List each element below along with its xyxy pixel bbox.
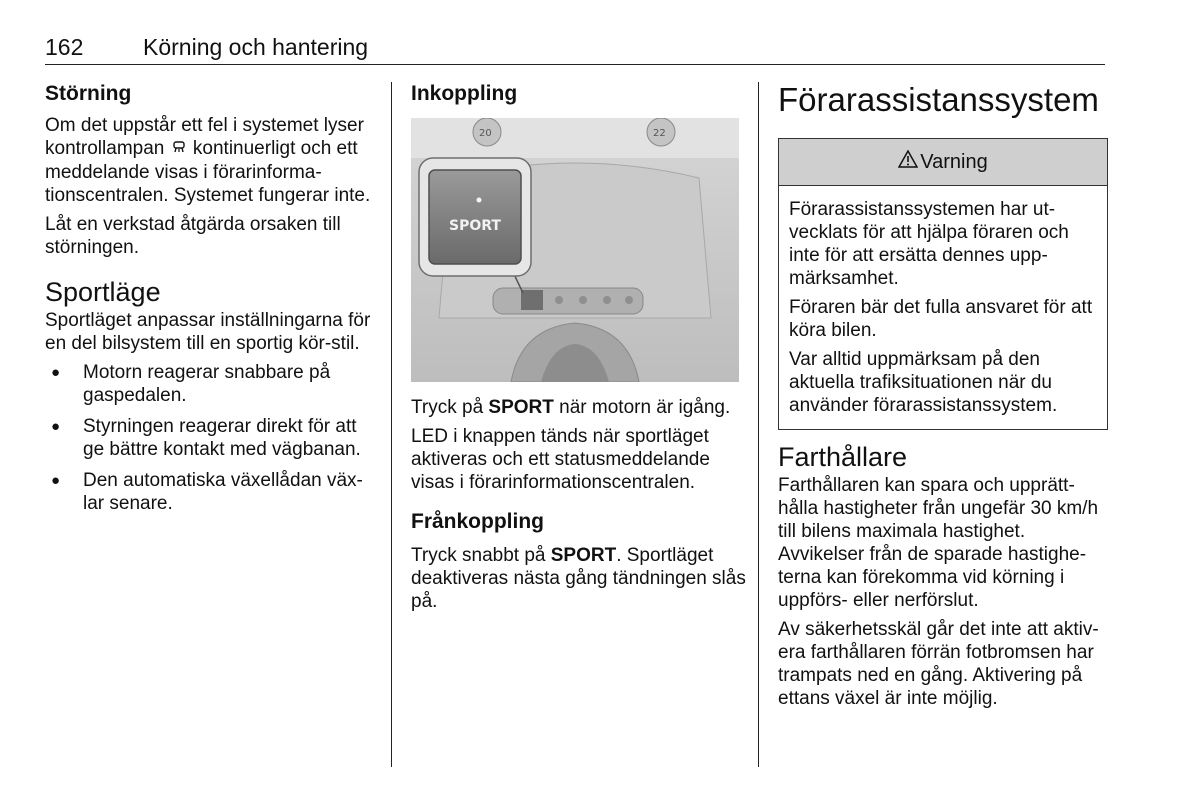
warning-title: Varning	[920, 150, 988, 173]
sport-keyword: SPORT	[488, 397, 554, 418]
column-divider-2	[758, 82, 759, 767]
fault-paragraph-2: Låt en verkstad åtgärda orsaken till störningen.	[45, 214, 341, 258]
column-right	[778, 80, 1108, 716]
warning-paragraph-3: Var alltid uppmärksam på den aktuella trafiksituationen när du använder förarassistanssystem.	[789, 349, 1058, 416]
sport-paragraph: Sportläget anpassar inställningarna för en del bilsystem till en sportig kör-stil.	[45, 310, 371, 354]
fault-heading: Störning	[45, 82, 132, 105]
cruise-heading: Farthållare	[778, 442, 908, 472]
cruise-paragraph-1: Farthållaren kan spara och upprätt-hålla hastigheter från ungefär 30 km/h till bilens maximala hastighet. Avvikelser från de sparade hastighe-terna kan förekomma vid körning i uppförs- eller nerförslut.	[778, 475, 1099, 611]
deactivation-text-post: . Sportläget deaktiveras nästa gång tändningen slås på.	[411, 545, 746, 612]
sport-button-label: SPORT	[449, 218, 501, 234]
warning-header	[779, 139, 1107, 186]
control-lamp-icon	[172, 138, 186, 161]
list-item: ● Den automatiska växellådan väx-lar senare.	[45, 469, 375, 515]
dial-left-label: 20	[479, 128, 492, 139]
activation-text-pre: Tryck på	[411, 397, 484, 418]
page-number: 162	[45, 34, 84, 60]
activation-paragraph-2: LED i knappen tänds när sportläget aktiveras och ett statusmeddelande visas i förarinformationscentralen.	[411, 426, 710, 493]
column-middle	[411, 80, 746, 619]
fault-text-pre: Om det uppstår ett fel i systemet lyser kontrollampan	[45, 115, 364, 159]
fault-paragraph-1	[45, 114, 375, 207]
fault-text-post: kontinuerligt och ett meddelande visas i förarinforma-tionscentralen. Systemet fungerar inte.	[45, 138, 371, 206]
deactivation-paragraph	[411, 544, 746, 613]
chapter-title: Körning och hantering	[143, 34, 369, 60]
section-heading: Förarassistanssystem	[778, 81, 1099, 118]
cruise-paragraph-2: Av säkerhetsskäl går det inte att aktiv-era farthållaren förrän fotbromsen har trampats ned en gång. Aktivering på ettans växel är inte möjlig.	[778, 619, 1099, 709]
column-divider-1	[391, 82, 392, 767]
activation-heading: Inkoppling	[411, 82, 518, 105]
sport-effects-list	[45, 361, 375, 515]
warning-paragraph-2: Föraren bär det fulla ansvaret för att köra bilen.	[789, 297, 1093, 341]
warning-triangle-icon	[898, 150, 918, 174]
sport-heading: Sportläge	[45, 277, 161, 307]
warning-paragraph-1: Förarassistanssystemen har ut-vecklats för att hjälpa föraren och inte för att ersätta dennes upp-märksamhet.	[789, 199, 1069, 289]
activation-text-post: när motorn är igång.	[559, 397, 731, 418]
page-header	[45, 34, 1105, 65]
column-left	[45, 80, 375, 523]
activation-paragraph-1	[411, 396, 746, 419]
deactivation-heading: Frånkoppling	[411, 510, 544, 533]
warning-body	[779, 186, 1107, 429]
deactivation-text-pre: Tryck snabbt på	[411, 545, 546, 566]
sport-button-illustration	[411, 118, 739, 382]
list-item: ● Styrningen reagerar direkt för att ge bättre kontakt med vägbanan.	[45, 415, 375, 461]
dial-right-label: 22	[653, 128, 666, 139]
sport-keyword: SPORT	[550, 545, 617, 566]
warning-box	[778, 138, 1108, 430]
list-item: ● Motorn reagerar snabbare på gaspedalen.	[45, 361, 375, 407]
